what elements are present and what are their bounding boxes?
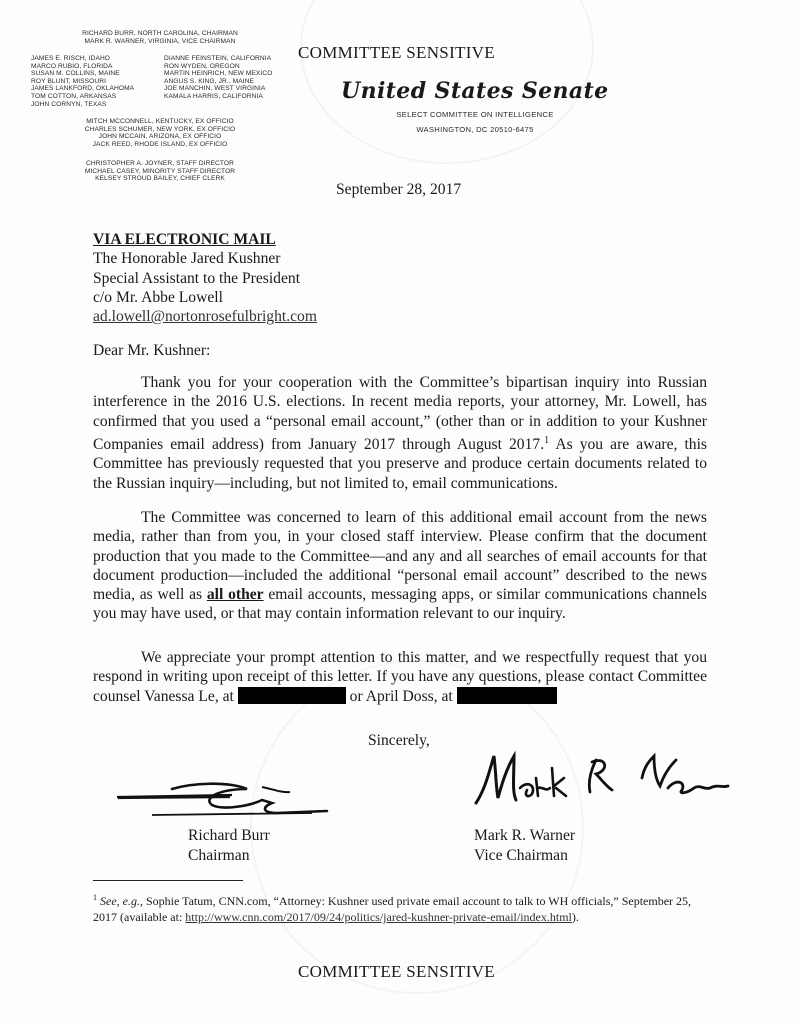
ex-officio-member: JACK REED, RHODE ISLAND, EX OFFICIO [92,140,228,148]
signature-burr [112,775,342,825]
staff-member: MICHAEL CASEY, MINORITY STAFF DIRECTOR [84,167,236,175]
ex-officio-member: MITCH MCCONNELL, KENTUCKY, EX OFFICIO [86,118,234,125]
letterhead-members-right [164,55,272,101]
classification-footer: COMMITTEE SENSITIVE [298,962,495,981]
letterhead-staff [60,160,260,183]
redaction-bar [457,687,557,704]
classification-header: COMMITTEE SENSITIVE [298,43,495,62]
paragraph-1-text: Thank you for your cooperation with the Committee’s bipartisan inquiry into Russian interference in the 2016 U.S. elections. In recent media reports, your attorney, Mr. Lowell, has confirmed that you used a “personal email account,” (other than or in addition to your Kushner Companies email address) from January 2017 through August 2017. [93,374,707,454]
signatory-title: Vice Chairman [474,847,568,864]
paragraph-3 [93,648,707,706]
letterhead-ex-officio [60,118,260,148]
paragraph-2-text-after: email accounts, messaging apps, or similar communications channels you may have used, or that may contain information relevant to our inquiry. [93,586,707,623]
member: ROY BLUNT, MISSOURI [31,77,107,85]
member: SUSAN M. COLLINS, MAINE [31,70,120,78]
footnote-end: ). [571,910,579,924]
addressee-block [93,230,317,326]
ex-officio-member: CHARLES SCHUMER, NEW YORK, EX OFFICIO [84,125,236,133]
footnote-reference: 1 [544,434,550,446]
staff-member: CHRISTOPHER A. JOYNER, STAFF DIRECTOR [85,160,235,167]
member: JAMES LANKFORD, OKLAHOMA [31,85,135,93]
committee-address: WASHINGTON, DC 20510-6475 [416,125,534,134]
footnote-divider [93,880,243,881]
member: MARCO RUBIO, FLORIDA [31,62,113,70]
paragraph-3-text: We appreciate your prompt attention to this matter, and we respectfully request that you respond in writing upon receipt of this letter. If you have any questions, please contact Committee counsel Vanessa Le, at [93,649,707,705]
signature-warner [472,748,742,818]
letterhead-chairs [60,30,260,45]
paragraph-3-text-middle: or April Doss, at [345,687,457,705]
footnote-see: See, e.g., [100,894,143,908]
member: JOHN CORNYN, TEXAS [31,100,107,108]
footnote-url-link[interactable]: http://www.cnn.com/2017/09/24/politics/jared-kushner-private-email/index.html [185,910,572,924]
addressee-line: c/o Mr. Abbe Lowell [93,288,223,306]
footnote [93,890,713,925]
signatory-name: Mark R. Warner [474,827,576,844]
letterhead-members-left [31,55,134,108]
closing: Sincerely, [368,732,430,749]
signatory-title: Chairman [188,847,250,864]
paragraph-1 [93,373,707,493]
member: DIANNE FEINSTEIN, CALIFORNIA [164,55,272,62]
senate-name: United States Senate [341,78,609,104]
member: TOM COTTON, ARKANSAS [31,92,117,100]
staff-member: KELSEY STROUD BAILEY, CHIEF CLERK [95,175,225,183]
delivery-method: VIA ELECTRONIC MAIL [93,231,276,248]
paragraph-2-text: The Committee was concerned to learn of this additional email account from the news media, rather than from you, in your closed staff interview. Please confirm that the document production that you made to the Committee—and any and all searches of email accounts for that document production—included the additional “personal email account” described to the news media, as well as [93,509,707,604]
addressee-line: The Honorable Jared Kushner [93,250,281,268]
member: JAMES E. RISCH, IDAHO [31,55,111,62]
chair-line: RICHARD BURR, NORTH CAROLINA, CHAIRMAN [82,30,238,37]
member: KAMALA HARRIS, CALIFORNIA [164,92,263,100]
member: ANGUS S. KING, JR., MAINE [164,77,255,85]
vice-chair-line: MARK R. WARNER, VIRGINIA, VICE CHAIRMAN [84,37,236,45]
paragraph-2 [93,508,707,624]
signatory-vice-chairman [474,826,575,866]
committee-title: SELECT COMMITTEE ON INTELLIGENCE [396,110,554,119]
redaction-bar [238,687,346,704]
signatory-name: Richard Burr [188,827,270,844]
paragraph-1-text-after: As you are aware, this Committee has previously requested that you preserve and produce certain documents related to the Russian inquiry—including, but not limited to, email communications. [93,436,707,492]
letter-date: September 28, 2017 [336,181,462,198]
signatory-chairman [188,826,270,866]
addressee-email-link[interactable]: ad.lowell@nortonrosefulbright.com [93,308,317,326]
salutation: Dear Mr. Kushner: [93,342,211,359]
member: MARTIN HEINRICH, NEW MEXICO [164,70,273,78]
addressee-line: Special Assistant to the President [93,269,301,287]
emphasis-all-other: all other [206,586,264,604]
committee-name [355,110,595,134]
footnote-marker: 1 [93,893,97,902]
footnote-text: Sophie Tatum, CNN.com, “Attorney: Kushner used private email account to talk to WH officials,” September 25, 2017 (available at: [93,894,692,924]
member: RON WYDEN, OREGON [164,62,240,70]
ex-officio-member: JOHN MCCAIN, ARIZONA, EX OFFICIO [98,133,222,141]
member: JOE MANCHIN, WEST VIRGINIA [164,85,266,93]
